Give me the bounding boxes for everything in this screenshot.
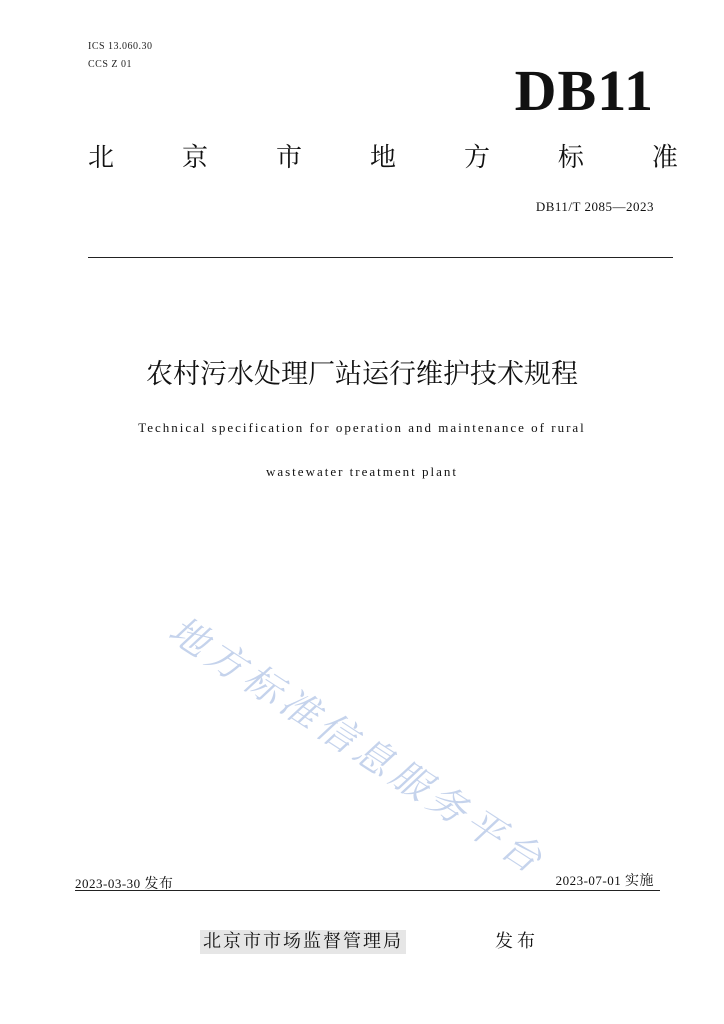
heading-char: 市	[275, 143, 302, 173]
publish-label: 发布	[144, 876, 174, 892]
implement-date	[556, 870, 654, 890]
heading-char: 京	[181, 143, 208, 173]
top-divider	[88, 257, 673, 258]
ccs-code: CCS Z 01	[88, 59, 133, 70]
bottom-divider	[75, 890, 660, 891]
heading-char: 准	[651, 143, 678, 173]
title-en-line-1: Technical specification for operation and maintenance of rural	[138, 420, 586, 435]
implement-date-value: 2023-07-01	[555, 873, 622, 888]
issue-label: 发布	[495, 931, 539, 952]
publish-date-value: 2023-03-30	[75, 876, 141, 891]
document-title-cn: 农村污水处理厂站运行维护技术规程	[146, 359, 578, 390]
title-en-line-2: wastewater treatment plant	[265, 464, 459, 479]
heading-char: 北	[88, 143, 115, 173]
heading-char: 方	[463, 143, 490, 173]
document-title-en	[0, 406, 724, 494]
standard-number: DB11/T 2085—2023	[535, 199, 654, 214]
heading-char: 标	[557, 143, 584, 173]
standard-type-heading	[88, 140, 678, 176]
implement-label: 实施	[625, 873, 654, 889]
heading-char: 地	[369, 143, 396, 173]
classification-codes	[88, 38, 153, 74]
db11-logo: DB11	[514, 58, 654, 123]
issuing-authority: 北京市市场监督管理局	[200, 930, 406, 954]
ics-code: ICS 13.060.30	[88, 41, 153, 52]
watermark: 地方标准信息服务平台	[161, 607, 555, 885]
